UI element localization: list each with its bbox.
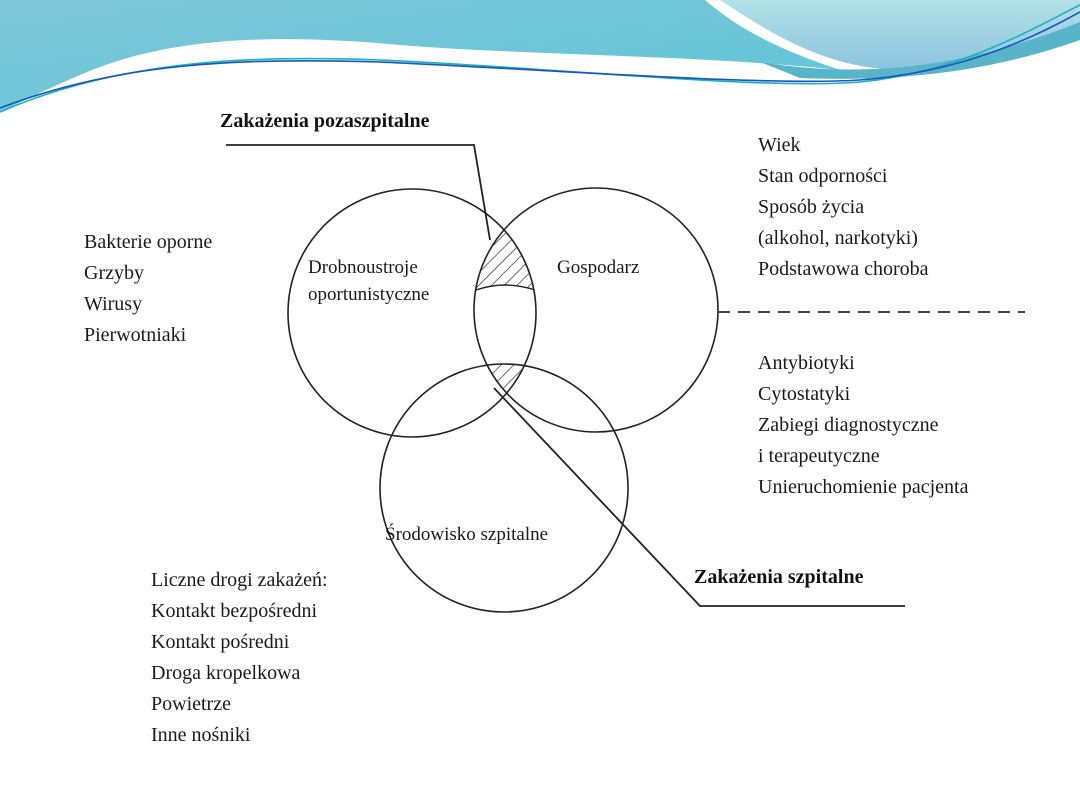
circle-label-microbes <box>308 254 429 308</box>
list-item: Kontakt bezpośredni <box>151 600 318 622</box>
list-item: Stan odporności <box>758 165 888 187</box>
list-item: Wirusy <box>84 293 143 315</box>
circle-label-line: Środowisko szpitalne <box>385 524 549 545</box>
circle-label-line: Gospodarz <box>557 257 640 278</box>
circle-label-line: oportunistyczne <box>308 284 430 305</box>
list-item: Wiek <box>758 134 801 156</box>
list-item: Sposób życia <box>758 196 865 218</box>
list-item: Pierwotniaki <box>84 324 187 346</box>
list-item: Unieruchomienie pacjenta <box>758 476 969 498</box>
routes-heading: Liczne drogi zakażeń: <box>151 569 328 591</box>
list-item: Zabiegi diagnostyczne <box>758 414 939 436</box>
host-factors-top-list <box>758 130 929 285</box>
hospital-infection-hatch <box>460 360 560 440</box>
list-item: Inne nośniki <box>151 724 251 746</box>
microbes-list <box>84 227 212 351</box>
list-item: Bakterie oporne <box>84 231 213 253</box>
list-item: Droga kropelkowa <box>151 662 301 684</box>
circle-host <box>474 188 718 432</box>
circle-label-host <box>557 254 639 281</box>
transmission-routes-list <box>151 565 328 751</box>
circle-hospital <box>380 364 628 612</box>
circle-label-hospital <box>385 521 548 548</box>
circle-microbes <box>288 189 536 437</box>
list-item: Antybiotyki <box>758 352 855 374</box>
callout-community-infections: Zakażenia pozaszpitalne <box>220 110 430 132</box>
list-item: (alkohol, narkotyki) <box>758 227 918 249</box>
list-item: Cytostatyki <box>758 383 851 405</box>
list-item: Podstawowa choroba <box>758 258 929 280</box>
circle-label-line: Drobnoustroje <box>308 257 418 278</box>
list-item: Grzyby <box>84 262 144 284</box>
callout-hospital-infections: Zakażenia szpitalne <box>694 566 864 588</box>
community-callout-leader <box>226 145 490 240</box>
list-item: Powietrze <box>151 693 231 715</box>
host-factors-bottom-list <box>758 348 968 503</box>
list-item: Kontakt pośredni <box>151 631 290 653</box>
list-item: i terapeutyczne <box>758 445 880 467</box>
